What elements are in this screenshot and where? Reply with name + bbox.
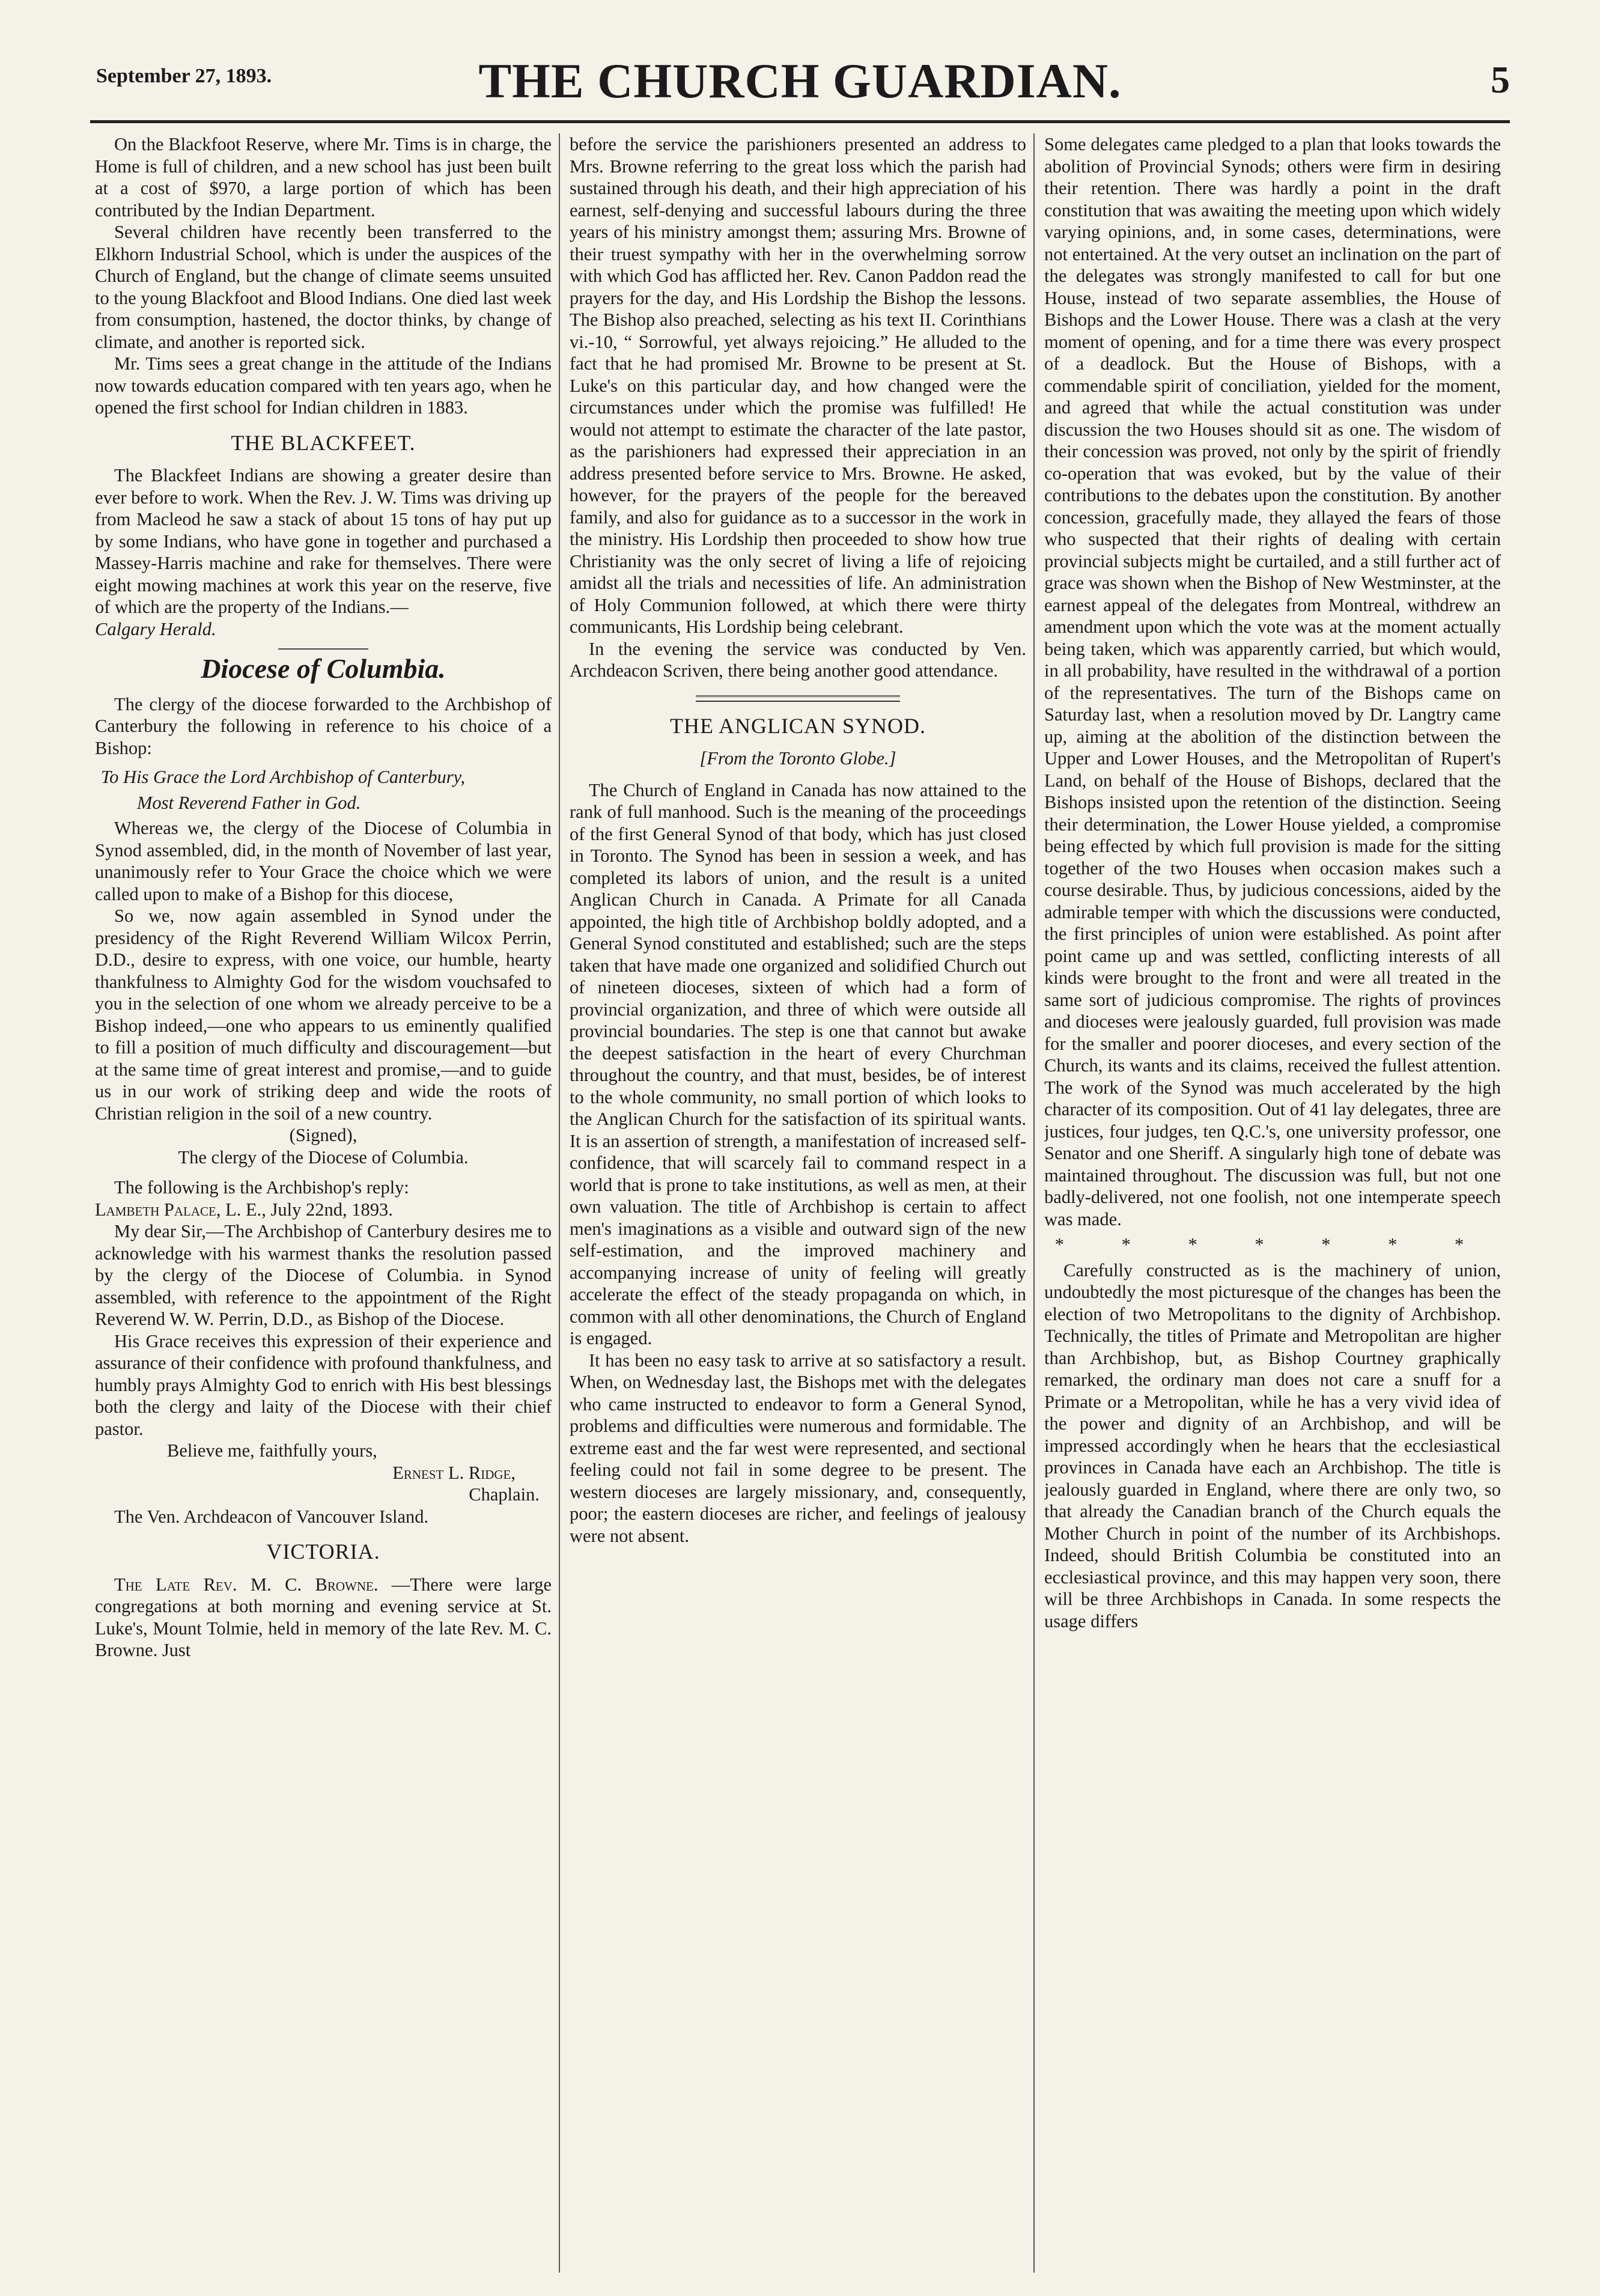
signature-title: Chaplain.	[469, 1484, 540, 1505]
paragraph: The following is the Archbishop's reply:	[114, 1177, 409, 1198]
section-heading-diocese: Diocese of Columbia.	[201, 653, 446, 684]
paragraph: In the evening the service was conducted by Ven. Archdeacon Scriven, there being another good attendance.	[570, 638, 1026, 681]
paragraph: Whereas we, the clergy of the Diocese of Columbia in Synod assembled, did, in the month of November of last year, unanimously refer to Your Grace the choice which we were called upon to make of a Bishop for this diocese,	[95, 818, 552, 904]
section-heading-synod: THE ANGLICAN SYNOD.	[670, 713, 926, 738]
letter-address: Most Reverend Father in God.	[137, 792, 361, 813]
paragraph: The Church of England in Canada has now attained to the rank of full manhood. Such is the meaning of the proceedings of the first General Synod of that body, which has just closed in Toronto. The Synod has been in session a week, and has completed its labors of union, and the result is a united Anglican Church in Canada. A Primate for all Canada appointed, the high title of Archbishop boldly adopted, and a General Synod constituted and established; such are the steps taken that have made one organized and solidified Church out of nineteen dioceses, sixteen of which had a form of provincial organization, and three of which were outside all provincial boundaries. The step is one that cannot but awake the deepest satisfaction in the heart of every Churchman throughout the country, and that must, besides, be of interest to the whole community, no small portion of which looks to the Anglican Church for the satisfaction of its spiritual wants. It is an assertion of strength, a manifestation of increased self-confidence, that will scarcely fail to command respect in a world that is prone to take institutions, as well as men, at their own valuation. The title of Archbishop is certain to affect men's imaginations as a visible and outward sign of the new self-estimation, and the improved machinery and accompanying increase of unity of feeling will greatly accelerate the effect of the steady propaganda on which, in common with all other denominations, the Church of England is engaged.	[570, 779, 1026, 1348]
masthead-rule	[90, 120, 1510, 123]
paragraph: before the service the parishioners presented an address to Mrs. Browne referring to the great loss which the parish had sustained through his death, and their high appreciation of his earnest, self-denying and successful labours during the three years of his ministry amongst them; assuring Mrs. Browne of their truest sympathy with her in the overwhelming sorrow with which God has afflicted her. Rev. Canon Paddon read the prayers for the day, and His Lordship the Bishop the lessons. The Bishop also preached, selecting as his text II. Corinthians vi.-10, “ Sorrowful, yet always rejoicing.” He alluded to the fact that he had promised Mr. Browne to be present at St. Luke's on this particular day, and how changed were the circumstances under which the promise was fulfilled! He would not attempt to estimate the character of the late pastor, as the parishioners had expressed their appreciation in an address presented before service to Mrs. Browne. He asked, however, for the prayers of the people for the bereaved family, and also for guidance as to a successor in the work in the ministry. His Lordship then proceeded to show how true Christianity was the only secret of living a life of rejoicing amidst all the trials and necessities of life. An administration of Holy Communion followed, at which there were thirty communicants, His Lordship being celebrant.	[570, 134, 1026, 637]
paragraph: His Grace receives this expression of their experience and assurance of their confidence with profound thankfulness, and humbly prays Almighty God to enrich with His best blessings both the clergy and laity of the Diocese with their chief pastor.	[95, 1330, 552, 1439]
paragraph: Some delegates came pledged to a plan that looks towards the abolition of Provincial Synods; others were firm in desiring their retention. There was hardly a point in the draft constitution that was awaiting the meeting upon which widely varying opinions, and, in some cases, determinations, were not entertained. At the very outset an inclination on the part of the delegates was strongly manifested to call for but one House, instead of two separate assemblies, the House of Bishops and the Lower House. There was a clash at the very moment of opening, and for a time there was every prospect of a deadlock. But the House of Bishops, with a commendable spirit of conciliation, yielded for the moment, and agreed that while the actual constitution was under discussion the two Houses should sit as one. The wisdom of their concession was proved, not only by the spirit of friendly co-operation that was evoked, but by the value of their contributions to the debates upon the constitution. By another concession, gracefully made, they allayed the fears of those who suspected that their rights of dealing with certain provincial subjects might be curtailed, and a still further act of grace was shown when the Bishop of New Westminster, at the earnest appeal of the delegates from Montreal, withdrew an amendment upon which the vote was at the moment actually being taken, which was apparently carried, but which would, in all probability, have resulted in the withdrawal of a portion of the representatives. The turn of the Bishops came on Saturday last, when a resolution moved by Dr. Langtry came up, aiming at the abolition of the distinction between the Upper and Lower Houses, and the Metropolitan of Rupert's Land, on behalf of the House of Bishops, declared that the Bishops insisted upon the retention of the distinction. Seeing their determination, the Lower House yielded, a compromise being effected by which full provision is made for the sitting together of the two Houses when occasion makes such a course desirable. Thus, by judicious concessions, aided by the admirable temper with which the discussions were conducted, the first principles of union were established. As point after point came up and was settled, conflicting interests of all kinds were brought to the front and were all treated in the same sort of judicious compromise. The rights of provinces and dioceses were jealously guarded, full provision was made for the smaller and poorer dioceses, and every section of the Church, its wants and its claims, received the fullest attention. The work of the Synod was much accelerated by the high character of its composition. Out of 41 lay delegates, three are justices, four judges, ten Q.C.'s, one university professor, one Senator and one Sheriff. A singularly high tone of debate was maintained throughout. The discussion was full, but not one badly-delivered, not one foolish, not one intemperate speech was made.	[1044, 134, 1501, 1229]
paragraph: My dear Sir,—The Archbishop of Canterbury desires me to acknowledge with his warmest thanks the resolution passed by the clergy of the Diocese of Columbia. in Synod assembled, with reference to the appointment of the Right Reverend W. W. Perrin, D.D., as Bishop of the Diocese.	[95, 1221, 552, 1329]
column-2	[570, 133, 1026, 2273]
paragraph: It has been no easy task to arrive at so satisfactory a result. When, on Wednesday last, the Bishops met with the delegates who came instructed to endeavor to form a General Synod, problems and difficulties were numerous and formidable. The extreme east and the far west were represented, and sectional feeling could not fail in some degree to be present. The western dioceses are largely missionary, and, consequently, poor; the eastern dioceses are richer, and feelings of jealousy were not absent.	[570, 1350, 1026, 1546]
signed-note: (Signed),	[289, 1125, 357, 1145]
paragraph: Carefully constructed as is the machinery of union, undoubtedly the most picturesque of the changes has been the election of two Metropolitans to the dignity of Archbishop. Technically, the titles of Primate and Metropolitan are higher than Archbishop, but, as Bishop Courtney graphically remarked, the ordinary man does not care a snuff for a Primate or a Metropolitan, while he has a very vivid idea of the power and dignity of an Archbishop, and will be impressed accordingly when he hears that the ecclesiastical provinces in Canada have each an Archbishop. The title is jealously guarded in England, where there are only two, so that already the Canadian branch of the Church equals the Mother Church in point of the number of its Archbishops. Indeed, should British Columbia be constituted into an ecclesiastical province, and this may happen very soon, there will be three Archbishops in Canada. In some respects the usage differs	[1044, 1259, 1501, 1631]
paragraph: So we, now again assembled in Synod under the presidency of the Right Reverend William Wilcox Perrin, D.D., desire to express, with one voice, our humble, hearty thankfulness to Almighty God for the wisdom vouchsafed to you in the selection of one whom we already perceive to be a Bishop indeed,—one who appears to us eminently qualified to fill a position of much difficulty and discouragement—but at the same time of great interest and promise,—and to guide us in our work of striking deep and wide the roots of Christian religion in the soil of a new country.	[95, 906, 552, 1124]
letter-closing: Believe me, faithfully yours,	[167, 1440, 377, 1461]
page-number: 5	[1491, 58, 1510, 101]
section-break-stars: * * * * * * *	[1054, 1234, 1491, 1255]
dateline	[95, 1199, 552, 1221]
paragraph: The Blackfeet Indians are showing a greater desire than ever before to work. When the Rev. J. W. Tims was driving up from Macleod he saw a stack of about 15 tons of hay put up by some Indians, who have gone in together and purchased a Massey-Harris machine and rake for themselves. There were eight mowing machines at work this year on the reserve, five of which are the property of the Indians.—	[95, 465, 552, 617]
letter-address: To His Grace the Lord Archbishop of Canterbury,	[101, 767, 466, 787]
section-heading-blackfeet: THE BLACKFEET.	[231, 430, 416, 455]
paragraph	[95, 1574, 552, 1661]
issue-date: September 27, 1893.	[96, 65, 272, 87]
newspaper-title: THE CHURCH GUARDIAN.	[478, 53, 1122, 108]
column-divider	[1033, 133, 1035, 2273]
paragraph-text: —There were large congregations at both morning and evening service at St. Luke's, Mount Tolmie, held in memory of the late Rev. M. C. Browne. Just	[95, 1574, 552, 1660]
signature-name: Ernest L. Ridge,	[392, 1462, 516, 1483]
paragraph-lead: The Late Rev. M. C. Browne.	[114, 1574, 379, 1595]
column-divider	[559, 133, 560, 2273]
dateline-place: Lambeth Palace,	[95, 1199, 221, 1220]
paragraph: Several children have recently been transferred to the Elkhorn Industrial School, which is under the auspices of the Church of England, but the change of climate seems unsuited to the young Blackfoot and Blood Indians. One died last week from consumption, hastened, the doctor thinks, by change of climate, and another is reported sick.	[95, 222, 552, 352]
dateline-date: L. E., July 22nd, 1893.	[221, 1199, 393, 1220]
signatories: The clergy of the Diocese of Columbia.	[178, 1146, 469, 1168]
column-3	[1044, 133, 1501, 2273]
source-attribution: Calgary Herald.	[95, 618, 216, 639]
section-heading-victoria: VICTORIA.	[266, 1539, 380, 1564]
paragraph: The Ven. Archdeacon of Vancouver Island.	[114, 1506, 429, 1527]
section-divider	[696, 695, 900, 702]
section-divider	[278, 648, 368, 650]
paragraph: Mr. Tims sees a great change in the attitude of the Indians now towards education compared with ten years ago, when he opened the first school for Indian children in 1883.	[95, 353, 552, 418]
source-note: [From the Toronto Globe.]	[699, 748, 896, 769]
paragraph: On the Blackfoot Reserve, where Mr. Tims is in charge, the Home is full of children, and a new school has just been built at a cost of $970, a large portion of which has been contributed by the Indian Department.	[95, 134, 552, 221]
column-1	[95, 133, 552, 2273]
paragraph: The clergy of the diocese forwarded to the Archbishop of Canterbury the following in reference to his choice of a Bishop:	[95, 693, 552, 758]
